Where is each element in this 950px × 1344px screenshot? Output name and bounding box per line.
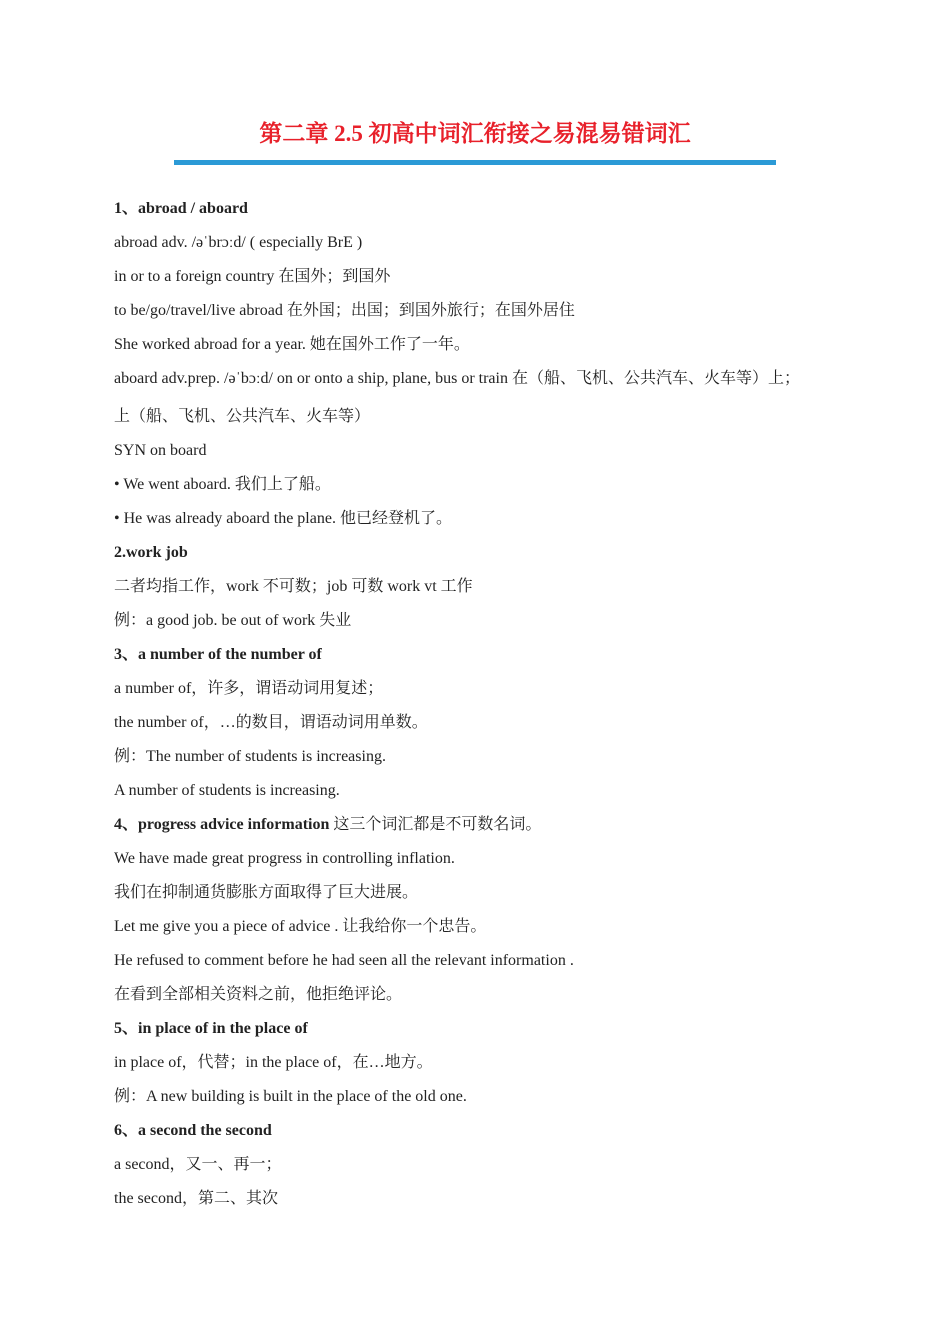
line-text: aboard adv.prep. /əˈbɔːd/ on or onto a ship, plane, bus or train 在（船、飞机、公共汽车、火车等）上； [114,370,800,387]
text-line [114,910,874,944]
text-line [114,1080,874,1114]
line-text: 4、progress advice information [114,816,330,833]
line-text: 6、a second the second [114,1122,272,1139]
line-text: 1、abroad / aboard [114,200,248,217]
text-line [114,1182,874,1216]
text-line [114,294,874,328]
text-line [114,876,874,910]
line-text: • He was already aboard the plane. 他已经登机了。 [114,510,452,527]
text-line [114,978,874,1012]
line-text: A number of students is increasing. [114,782,340,799]
line-text: 在看到全部相关资料之前，他拒绝评论。 [114,986,403,1003]
line-text: 我们在抑制通货膨胀方面取得了巨大进展。 [114,884,419,901]
text-line [114,260,874,294]
text-line [114,740,874,774]
text-line [114,226,874,260]
section-heading [114,192,874,226]
text-line [114,468,874,502]
line-text: in or to a foreign country 在国外；到国外 [114,268,391,285]
text-line [114,604,874,638]
text-line [114,842,874,876]
text-line [114,1148,874,1182]
section-heading [114,536,874,570]
line-text: the number of，…的数目，谓语动词用单数。 [114,714,428,731]
line-text: We have made great progress in controlling inflation. [114,850,455,867]
line-text: a number of，许多，谓语动词用复述； [114,680,384,697]
page-title: 第二章 2.5 初高中词汇衔接之易混易错词汇 [259,121,691,146]
line-text: 3、a number of the number of [114,646,322,663]
line-text: 5、in place of in the place of [114,1020,308,1037]
line-text: to be/go/travel/live abroad 在外国；出国；到国外旅行；在国外居住 [114,302,575,319]
line-text: He refused to comment before he had seen all the relevant information . [114,952,574,969]
line-text: in place of，代替；in the place of，在…地方。 [114,1054,433,1071]
text-line [114,400,874,434]
line-text: SYN on board [114,442,207,459]
text-line [114,570,874,604]
text-line [114,362,874,400]
line-text: 例：a good job. be out of work 失业 [114,612,352,629]
text-line [114,944,874,978]
line-text: • We went aboard. 我们上了船。 [114,476,331,493]
text-line [114,502,874,536]
document-body [114,192,874,1216]
text-line [114,1046,874,1080]
line-text: 上（船、飞机、公共汽车、火车等） [114,408,371,425]
line-text: She worked abroad for a year. 她在国外工作了一年。 [114,336,470,353]
section-heading [114,1012,874,1046]
line-text: the second，第二、其次 [114,1190,278,1207]
text-line [114,434,874,468]
section-heading [114,1114,874,1148]
line-suffix: 这三个词汇都是不可数名词。 [329,816,542,833]
line-text: abroad adv. /əˈbrɔːd/ ( especially BrE ) [114,234,363,251]
line-text: Let me give you a piece of advice . 让我给你一个忠告。 [114,918,487,935]
line-text: 例：A new building is built in the place of the old one. [114,1088,467,1105]
line-text: a second，又一、再一； [114,1156,282,1173]
text-line [114,672,874,706]
text-line [114,706,874,740]
section-heading [114,808,874,842]
line-text: 二者均指工作，work 不可数；job 可数 work vt 工作 [114,578,473,595]
line-text: 2.work job [114,544,188,561]
text-line [114,328,874,362]
section-heading [114,638,874,672]
title-underline [174,160,776,165]
line-text: 例：The number of students is increasing. [114,748,386,765]
text-line [114,774,874,808]
